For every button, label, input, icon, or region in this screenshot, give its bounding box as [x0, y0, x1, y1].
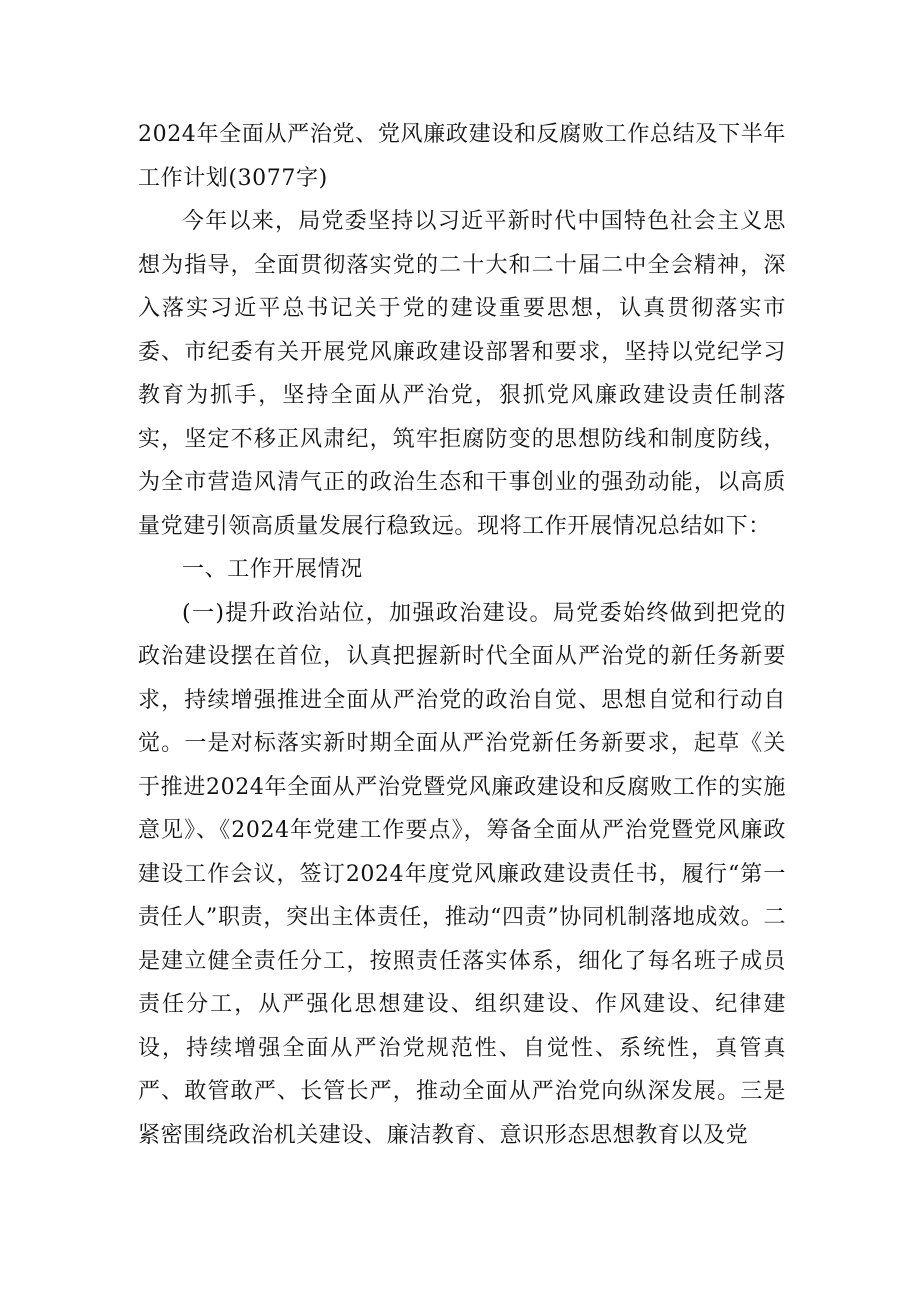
section-heading: 一、工作开展情况: [182, 557, 363, 582]
body-paragraph: (一)提升政治站位，加强政治建设。局党委始终做到把党的政治建设摆在首位，认真把握新时代全面从严治党的新任务新要求，持续增强推进全面从严治党的政治自觉、思想自觉和行动自觉。一是对标落实新时期全面从严治党新任务新要求，起草《关于推进2024年全面从严治党暨党风廉政建设和反腐败工作的实施意见》、《2024年党建工作要点》，筹备全面从严治党暨党风廉政建设工作会议，签订2024年度党风廉政建设责任书，履行“第一责任人”职责，突出主体责任，推动“四责”协同机制落地成效。二是建立健全责任分工，按照责任落实体系，细化了每名班子成员责任分工，从严强化思想建设、组织建设、作风建设、纪律建设，持续增强全面从严治党规范性、自觉性、系统性，真管真严、敢管敢严、长管长严，推动全面从严治党向纵深发展。三是紧密围绕政治机关建设、廉洁教育、意识形态思想教育以及党: [138, 600, 786, 1148]
intro-paragraph: 今年以来，局党委坚持以习近平新时代中国特色社会主义思想为指导，全面贯彻落实党的二十大和二十届二中全会精神，深入落实习近平总书记关于党的建设重要思想，认真贯彻落实市委、市纪委有关开展党风廉政建设部署和要求，坚持以党纪学习教育为抓手，坚持全面从严治党，狠抓党风廉政建设责任制落实，坚定不移正风肃纪，筑牢拒腐防变的思想防线和制度防线，为全市营造风清气正的政治生态和干事创业的强劲动能，以高质量党建引领高质量发展行稳致远。现将工作开展情况总结如下：: [138, 209, 786, 539]
document-title: 2024年全面从严治党、党风廉政建设和反腐败工作总结及下半年工作计划(3077字): [138, 122, 786, 191]
document-body: [138, 113, 786, 1157]
